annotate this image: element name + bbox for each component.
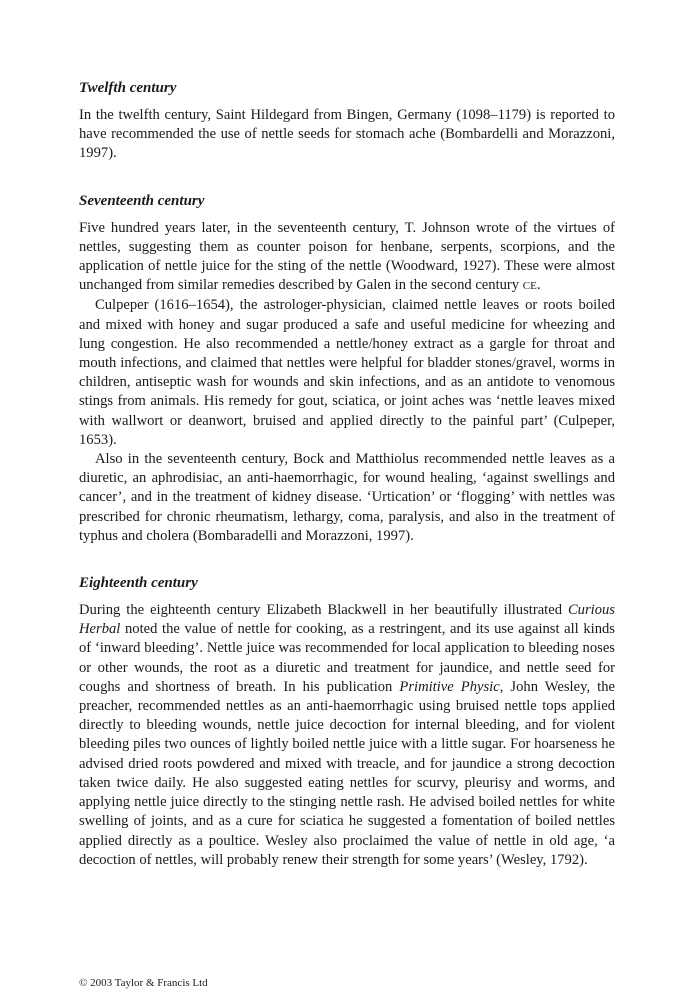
paragraph-text: Five hundred years later, in the seventeenth century, T. Johnson wrote of the virtues of nettles, suggesting them as counter poison for henbane, serpents, scorpions, and the application of nettle juice for the sting of the nettle (Woodward, 1927). These were almost unchanged from similar remedies described by Galen in the second century — [79, 219, 615, 294]
book-title: Curious Herbal — [79, 602, 615, 638]
era-abbreviation: CE — [522, 280, 537, 293]
paragraph — [79, 601, 615, 870]
paragraph-text: During the eighteenth century Elizabeth Blackwell in her beautifully illustrated — [79, 602, 568, 619]
paragraph: Also in the seventeenth century, Bock and Matthiolus recommended nettle leaves as a diuretic, an aphrodisiac, an anti-haemorrhagic, for wound healing, ‘against swellings and cancer’, and in the treatment of kidney disease. ‘Urtication’ or ‘flogging’ with nettles was prescribed for chronic rheumatism, lethargy, coma, paralysis, and also in the treatment of typhus and cholera (Bombaradelli and Morazzoni, 1997). — [79, 451, 615, 544]
paragraph: In the twelfth century, Saint Hildegard from Bingen, Germany (1098–1179) is reported to have recommended the use of nettle seeds for stomach ache (Bombardelli and Morazzoni, 1997). — [79, 107, 615, 162]
section-twelfth-century — [79, 78, 615, 164]
book-title: Primitive Physic — [399, 678, 500, 695]
section-heading: Twelfth century — [79, 80, 177, 96]
document-page — [79, 78, 615, 897]
section-seventeenth-century — [79, 191, 615, 546]
section-eighteenth-century — [79, 573, 615, 870]
paragraph-text: noted the value of nettle for cooking, as a restringent, and its use against all kinds of ‘inward bleeding’. Nettle juice was recommended for local application to bleeding noses or other wounds, the root as a diuretic and treatment for jaundice, and nettle seed for coughs and shortness of breath. In his publication — [79, 621, 615, 695]
paragraph-text: . — [536, 277, 541, 294]
copyright-footer: © 2003 Taylor & Francis Ltd — [79, 977, 208, 989]
paragraph: Culpeper (1616–1654), the astrologer-physician, claimed nettle leaves or roots boiled and mixed with honey and sugar produced a safe and useful medicine for wheezing and lung congestion. He also recommended a nettle/honey extract as a gargle for throat and mouth infections, and claimed that nettles were helpful for bladder stones/gravel, worms in children, antiseptic wash for wounds and skin infections, and as an antidote to venomous stings from animals. His remedy for gout, sciatica, or joint aches was ‘nettle leaves mixed with wallwort or deanwort, bruised and applied directly to the painful part’ (Culpeper, 1653). — [79, 297, 615, 448]
paragraph — [79, 219, 615, 297]
paragraph-text: , John Wesley, the preacher, recommended nettles as an anti-haemorrhagic using bruised nettle tops applied directly to bleeding wounds, nettle juice decoction for internal bleeding, and for violent bleeding piles two ounces of lightly boiled nettle juice with a little sugar. For hoarseness he advised dried roots powdered and mixed with treacle, and for jaundice a strong decoction taken twice daily. He also suggested eating nettles for scurvy, pleurisy and worms, and applying nettle juice directly to the stinging nettle rash. He advised boiled nettles for white swelling of joints, and as a cure for sciatica he suggested a fomentation of boiled nettles applied directly as a poultice. Wesley also proclaimed the value of nettle in old age, ‘a decoction of nettles, will probably renew their strength for some years’ (Wesley, 1792). — [79, 678, 615, 868]
section-heading: Eighteenth century — [79, 575, 198, 592]
section-heading: Seventeenth century — [79, 192, 205, 209]
